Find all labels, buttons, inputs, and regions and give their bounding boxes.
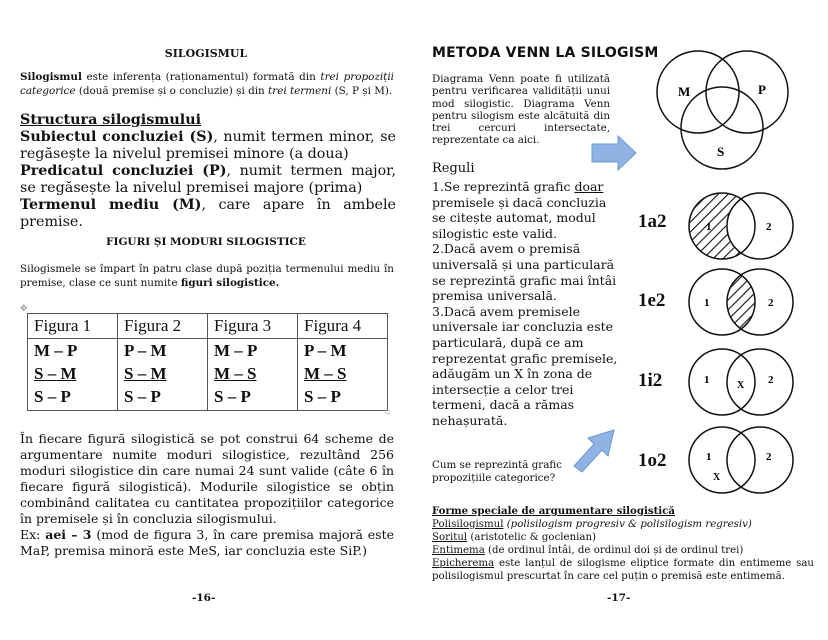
forme-item xyxy=(432,531,814,544)
case-label-o: 1o2 xyxy=(638,450,667,471)
x-mark: X xyxy=(713,472,721,483)
structura-text: , care apare în ambele premise. xyxy=(20,197,396,230)
intro-paragraph xyxy=(20,70,394,98)
label-p: P xyxy=(758,82,766,97)
premise-major: M – P xyxy=(214,341,258,360)
rule-1-emphasis: doar xyxy=(574,179,604,194)
venn-case-a xyxy=(682,190,804,262)
intro-italic-2: trei termeni xyxy=(268,85,332,97)
label-m: M xyxy=(678,84,691,99)
forme-item xyxy=(432,557,814,583)
reguli-heading: Reguli xyxy=(432,161,475,176)
moduri-paragraph xyxy=(20,431,394,559)
page-number-left: -16- xyxy=(192,592,216,604)
premise-major: P – M xyxy=(124,341,167,360)
table-header-cell: Figura 2 xyxy=(118,314,208,339)
case-label-e: 1e2 xyxy=(638,290,666,311)
table-cell xyxy=(118,339,208,411)
label-2: 2 xyxy=(768,374,774,386)
structura-item-m xyxy=(20,197,396,231)
forme-text: (polisilogism progresiv & polisilogism regresiv) xyxy=(503,519,752,530)
forme-heading: Forme speciale de argumentare silogistică xyxy=(432,505,675,517)
table-cell xyxy=(28,339,118,411)
structura-term: Predicatul concluziei (P) xyxy=(20,163,227,179)
circle-1 xyxy=(689,349,755,415)
forme-term: Soritul xyxy=(432,532,468,543)
circle-2 xyxy=(727,427,793,493)
forme-term: Epicherema xyxy=(432,558,495,569)
structura-term: Termenul mediu (M) xyxy=(20,197,202,213)
forme-text: (de ordinul întâi, de ordinul doi și de ordinul trei) xyxy=(484,545,744,556)
resize-handle-icon: ▫ xyxy=(385,407,391,416)
figuri-heading: FIGURI ȘI MODURI SILOGISTICE xyxy=(106,236,306,248)
table-row xyxy=(28,339,388,411)
conclusion: S – P xyxy=(214,387,251,406)
premise-minor: M – S xyxy=(304,364,347,383)
conclusion: S – P xyxy=(304,387,341,406)
example-line xyxy=(20,527,394,559)
table-header-cell: Figura 4 xyxy=(298,314,388,339)
x-mark: X xyxy=(737,380,745,391)
label-2: 2 xyxy=(766,221,772,233)
anchor-icon: ✥ xyxy=(20,304,28,314)
rule-1-text-a: 1.Se reprezintă grafic xyxy=(432,179,575,194)
structura-item-s xyxy=(20,129,396,163)
premise-minor: M – S xyxy=(214,364,257,383)
circle-1 xyxy=(689,427,755,493)
premise-minor: S – M xyxy=(124,364,167,383)
figuri-intro-bold: figuri silogistice. xyxy=(180,277,280,289)
page-number-right: -17- xyxy=(607,592,631,604)
forme-text: (aristotelic & goclenian) xyxy=(467,532,596,543)
table-header-row xyxy=(28,314,388,339)
rule-2: 2.Dacă avem o premisă universală și una particulară se reprezintă grafic mai întâi premisa universală. xyxy=(432,241,617,304)
conclusion: S – P xyxy=(124,387,161,406)
arrow-right-icon xyxy=(588,134,640,172)
conclusion: S – P xyxy=(34,387,71,406)
venn-case-e xyxy=(682,266,804,338)
intro-italic-1: trei propoziții categorice xyxy=(20,71,394,97)
moduri-text: În fiecare figură silogistică se pot construi 64 scheme de argumentare numite moduri silogistice, rezultând 256 moduri silogistice din care numai 24 sunt valide (câte 6 în fiecare figură silogistică). Modurile silogistice se obțin combinând calitatea cu cantitatea propozițiilor categorice în premisele și în concluzia silogismului. xyxy=(20,431,394,526)
case-label-i: 1i2 xyxy=(638,370,663,391)
forme-speciale-section xyxy=(432,505,814,583)
forme-term: Polisilogismul xyxy=(432,519,504,530)
label-1: 1 xyxy=(706,451,712,463)
question-text: Cum se reprezintă grafic propozițiile categorice? xyxy=(432,459,563,484)
forme-term: Entimema xyxy=(432,545,485,556)
label-s: S xyxy=(717,144,725,159)
intro-text-3: (S, P și M). xyxy=(331,85,393,97)
circle-p xyxy=(706,51,788,133)
arrow-up-right-icon xyxy=(566,422,622,474)
intro-text-2: (două premise și o concluzie) și din xyxy=(75,85,269,97)
table-header-cell: Figura 1 xyxy=(28,314,118,339)
page-title-right: METODA VENN LA SILOGISM xyxy=(432,45,659,61)
structura-text: , numit termen major, se regăsește la nivelul premisei majore (prima) xyxy=(20,163,396,196)
structura-section xyxy=(20,112,396,231)
example-mood: aei – 3 xyxy=(45,527,92,542)
rule-3: 3.Dacă avem premisele universale iar concluzia este particulară, după ce am reprezentat grafic premisele, adăugăm un X în zona de intersecție a celor trei termeni, dacă a rămas nehașurată. xyxy=(432,303,618,428)
label-1: 1 xyxy=(704,374,710,386)
intro-text-1: este inferența (raționamentul) formată din xyxy=(81,71,321,83)
figuri-intro-text: Silogismele se împart în patru clase după poziția termenului mediu în premise, clase ce sunt numite xyxy=(20,263,394,289)
figures-table xyxy=(27,313,388,411)
venn-case-i xyxy=(682,346,804,418)
case-label-a: 1a2 xyxy=(638,211,667,232)
label-1: 1 xyxy=(704,297,710,309)
figuri-intro-paragraph xyxy=(20,262,394,290)
venn-case-o xyxy=(682,424,804,496)
venn-description: Diagrama Venn poate fi utilizată pentru verificarea validității unui mod silogistic. Diagrama Venn pentru silogism este alcătuită din trei cercuri intersectate, reprezentate ca aici. xyxy=(432,73,610,147)
premise-minor: S – M xyxy=(34,364,77,383)
label-2: 2 xyxy=(768,297,774,309)
rule-1-text-b: premisele și dacă concluzia se citește automat, modul silogistic este valid. xyxy=(432,194,607,241)
table-cell xyxy=(298,339,388,411)
forme-item xyxy=(432,518,814,531)
table-cell xyxy=(208,339,298,411)
page-title-left: SILOGISMUL xyxy=(164,47,248,60)
forme-item xyxy=(432,544,814,557)
forme-text: este lanțul de silogisme eliptice formate din entimeme sau polisilogismul prescurtat în care cel puțin o premisă este entimemă. xyxy=(432,558,814,582)
label-1: 1 xyxy=(706,221,712,233)
example-prefix: Ex: xyxy=(20,527,46,542)
structura-heading: Structura silogismului xyxy=(20,112,202,128)
reguli-list xyxy=(432,179,620,429)
label-2: 2 xyxy=(766,451,772,463)
venn-three-circles xyxy=(650,44,800,174)
intro-term: Silogismul xyxy=(20,71,82,83)
table-header-cell: Figura 3 xyxy=(208,314,298,339)
rule-1 xyxy=(432,179,620,241)
premise-major: P – M xyxy=(304,341,347,360)
premise-major: M – P xyxy=(34,341,78,360)
example-text: (mod de figura 3, în care premisa majoră este MaP, premisa minoră este MeS, iar concluzia este SiP.) xyxy=(20,527,394,558)
structura-item-p xyxy=(20,163,396,197)
structura-term: Subiectul concluziei (S) xyxy=(20,129,214,145)
structura-text: , numit termen minor, se regăsește la nivelul premisei minore (a doua) xyxy=(20,129,396,162)
circle-m xyxy=(657,51,739,133)
